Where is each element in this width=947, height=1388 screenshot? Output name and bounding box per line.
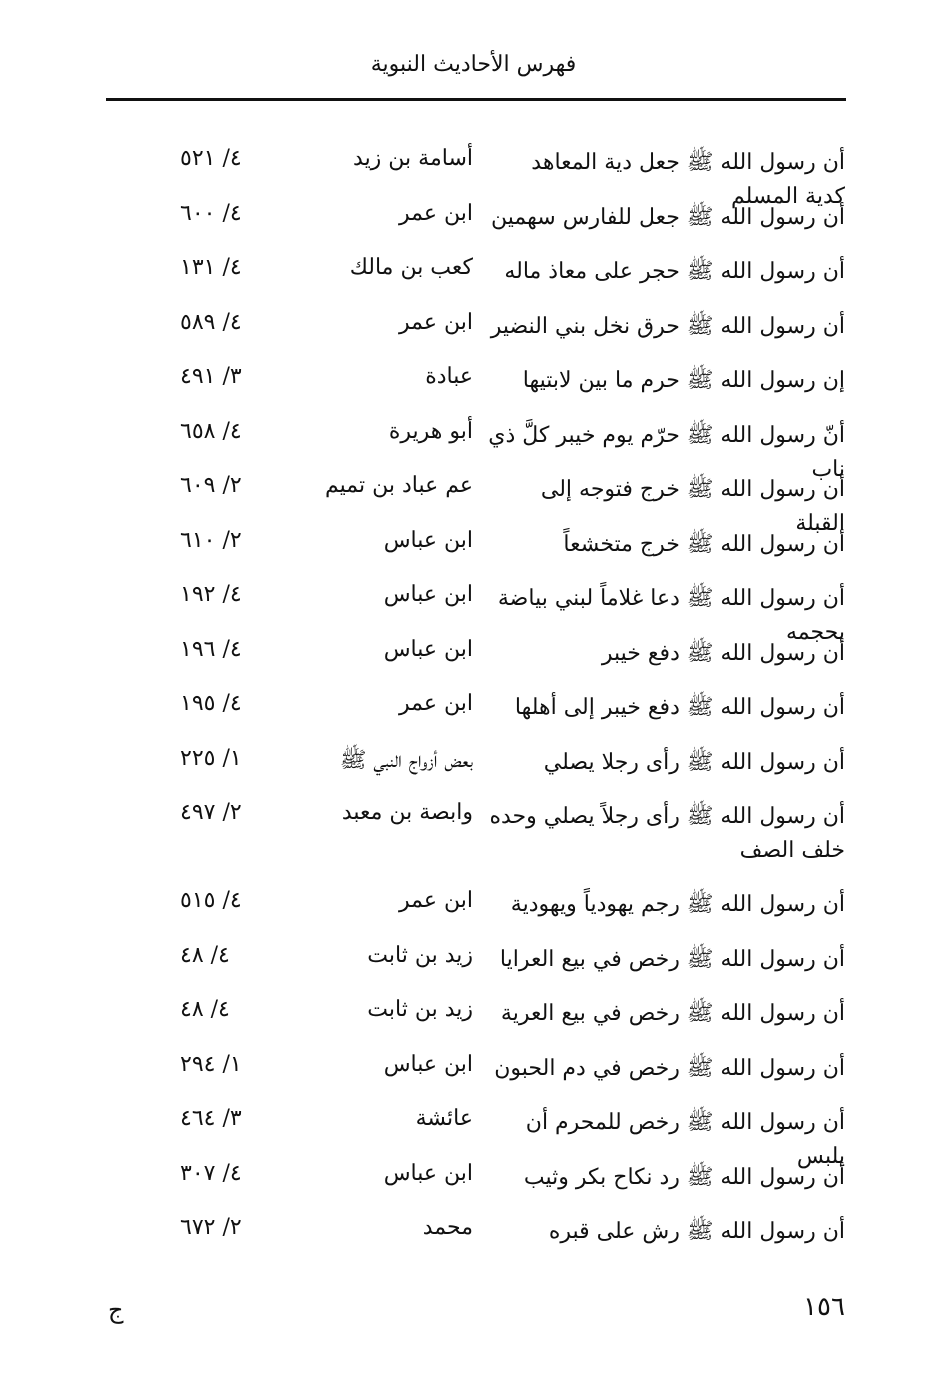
narrator-name: ابن عمر bbox=[399, 200, 473, 226]
hadith-text: أنّ رسول الله ﷺ حرّم يوم خيبر كلَّ ذي ناب bbox=[488, 422, 845, 482]
hadith-text: أن رسول الله ﷺ دعا غلاماً لبني بياضة بحجمه bbox=[497, 586, 845, 645]
hadith-text: أن رسول الله ﷺ رخص للمحرم أن يلبس bbox=[525, 1110, 845, 1169]
volume-page-ref: ٤/ ٤٨ bbox=[180, 997, 230, 1022]
hadith-text: أن رسول الله ﷺ جعل للفارس سهمين bbox=[491, 204, 845, 230]
hadith-text: أن رسول الله ﷺ خرج فتوجه إلى القبلة bbox=[540, 477, 845, 536]
list-item bbox=[0, 937, 947, 992]
volume-page-ref: ٤/ ١٩٢ bbox=[180, 582, 242, 607]
volume-page-ref: ٢/ ٦١٠ bbox=[180, 527, 242, 553]
list-item bbox=[0, 358, 947, 413]
volume-page-ref: ٤/ ٥٢١ bbox=[180, 146, 242, 171]
hadith-text: أن رسول الله ﷺ رخص في بيع العرية bbox=[500, 1001, 845, 1026]
hadith-text: أن رسول الله ﷺ رجم يهودياً ويهودية bbox=[510, 892, 845, 917]
narrator-name: بعض أزواج النبي ﷺ bbox=[339, 747, 473, 773]
volume-page-ref: ٤/ ١٩٥ bbox=[180, 691, 242, 716]
volume-page-ref: ٣/ ٤٩١ bbox=[180, 364, 242, 389]
hadith-text: أن رسول الله ﷺ حرق نخل بني النضير bbox=[490, 313, 845, 339]
list-item bbox=[0, 249, 947, 304]
list-item bbox=[0, 1046, 947, 1101]
volume-page-ref: ٤/ ٣٠٧ bbox=[180, 1160, 242, 1186]
hadith-text: أن رسول الله ﷺ رد نكاح بكر وثيب bbox=[523, 1164, 845, 1190]
volume-page-ref: ٤/ ٥١٥ bbox=[180, 888, 242, 913]
list-item bbox=[0, 1209, 947, 1264]
volume-page-ref: ٤/ ٥٨٩ bbox=[180, 309, 242, 335]
hadith-text: إن رسول الله ﷺ حرم ما بين لابتيها bbox=[522, 368, 845, 393]
narrator-name: عبادة bbox=[425, 364, 473, 389]
volume-page-ref: ٤/ ٦٠٠ bbox=[180, 200, 242, 226]
page-header-title: فهرس الأحاديث النبوية bbox=[370, 52, 577, 77]
list-item bbox=[0, 467, 947, 536]
section-letter: ج bbox=[108, 1296, 124, 1324]
hadith-index-list bbox=[0, 140, 947, 1264]
page-number: ١٥٦ bbox=[803, 1292, 845, 1322]
narrator-name: ابن عباس bbox=[383, 527, 473, 553]
narrator-name: زيد بن ثابت bbox=[367, 942, 473, 968]
list-item bbox=[0, 195, 947, 250]
hadith-text: أن رسول الله ﷺ جعل دية المعاهد كدية المسلم bbox=[531, 150, 845, 209]
list-item bbox=[0, 631, 947, 686]
list-item bbox=[0, 140, 947, 209]
volume-page-ref: ٤/ ١٩٦ bbox=[180, 636, 242, 662]
volume-page-ref: ٢/ ٤٩٧ bbox=[180, 800, 242, 825]
list-item bbox=[0, 1155, 947, 1210]
hadith-text: أن رسول الله ﷺ رأى رجلاً يصلي وحده خلف الصف bbox=[489, 804, 845, 863]
hadith-text: أن رسول الله ﷺ حجر على معاذ ماله bbox=[504, 259, 845, 284]
hadith-text: أن رسول الله ﷺ خرج متخشعاً bbox=[563, 531, 845, 557]
narrator-name: وابصة بن معبد bbox=[341, 800, 473, 825]
narrator-name: ابن عمر bbox=[399, 888, 473, 913]
volume-page-ref: ١/ ٢٢٥ bbox=[180, 745, 242, 771]
narrator-name: كعب بن مالك bbox=[349, 255, 473, 280]
narrator-name: أبو هريرة bbox=[388, 418, 473, 444]
list-item bbox=[0, 304, 947, 359]
narrator-name: ابن عمر bbox=[399, 309, 473, 335]
volume-page-ref: ١/ ٢٩٤ bbox=[180, 1051, 242, 1077]
hadith-text: أن رسول الله ﷺ رخص في دم الحبون bbox=[494, 1055, 845, 1081]
narrator-name: محمد bbox=[422, 1215, 473, 1240]
volume-page-ref: ٣/ ٤٦٤ bbox=[180, 1106, 242, 1131]
narrator-name: ابن عباس bbox=[383, 1160, 473, 1186]
narrator-name: عائشة bbox=[415, 1106, 473, 1131]
volume-page-ref: ٢/ ٦٠٩ bbox=[180, 473, 242, 498]
hadith-text: أن رسول الله ﷺ دفع خيبر إلى أهلها bbox=[514, 695, 845, 720]
hadith-text: أن رسول الله ﷺ رش على قبره bbox=[548, 1219, 845, 1244]
narrator-name: ابن عباس bbox=[383, 636, 473, 662]
list-item bbox=[0, 794, 947, 882]
list-item bbox=[0, 576, 947, 645]
hadith-text: أن رسول الله ﷺ رأى رجلا يصلي bbox=[543, 749, 845, 775]
hadith-text: أن رسول الله ﷺ رخص في بيع العرايا bbox=[499, 946, 845, 972]
list-item bbox=[0, 522, 947, 577]
narrator-name: عم عباد بن تميم bbox=[324, 473, 473, 498]
narrator-name: ابن عباس bbox=[383, 582, 473, 607]
volume-page-ref: ٤/ ٤٨ bbox=[180, 942, 230, 968]
narrator-name: زيد بن ثابت bbox=[367, 997, 473, 1022]
list-item bbox=[0, 413, 947, 482]
narrator-name: أسامة بن زيد bbox=[353, 146, 473, 171]
list-item bbox=[0, 685, 947, 740]
volume-page-ref: ٤/ ١٣١ bbox=[180, 255, 242, 280]
list-item bbox=[0, 882, 947, 937]
volume-page-ref: ٤/ ٦٥٨ bbox=[180, 418, 242, 444]
hadith-text: أن رسول الله ﷺ دفع خيبر bbox=[601, 640, 845, 666]
narrator-name: ابن عباس bbox=[383, 1051, 473, 1077]
list-item bbox=[0, 1100, 947, 1169]
header-divider bbox=[106, 98, 846, 101]
narrator-name: ابن عمر bbox=[399, 691, 473, 716]
list-item bbox=[0, 991, 947, 1046]
volume-page-ref: ٢/ ٦٧٢ bbox=[180, 1215, 242, 1240]
list-item bbox=[0, 740, 947, 795]
